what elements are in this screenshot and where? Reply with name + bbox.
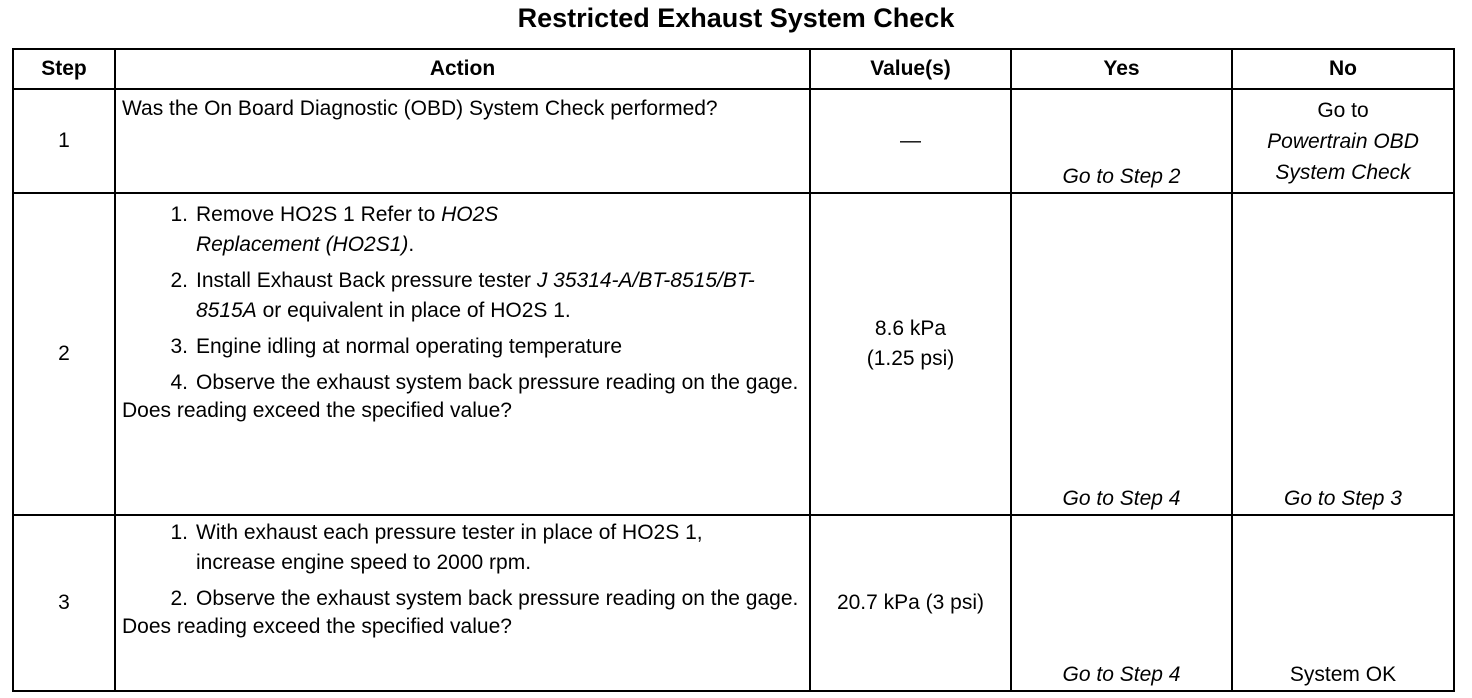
- tool-reference: J 35314-A/BT-8515/BT-8515A: [196, 269, 755, 322]
- yes-cell: Go to Step 4: [1011, 193, 1232, 515]
- no-text-line2: Powertrain OBD System Check: [1267, 130, 1419, 184]
- value-cell: —: [810, 89, 1011, 193]
- question-text: Does reading exceed the specified value?: [122, 399, 512, 422]
- list-item: 3. Engine idling at normal operating temperature: [170, 335, 623, 358]
- header-value: Value(s): [810, 49, 1011, 89]
- list-item: 4. Observe the exhaust system back pressure reading on the gage.: [170, 371, 799, 394]
- yes-cell: Go to Step 2: [1011, 89, 1232, 193]
- question-text: Was the On Board Diagnostic (OBD) System Check performed?: [122, 97, 718, 120]
- action-cell: [115, 193, 810, 515]
- table-row: [13, 89, 1454, 193]
- value-cell: 8.6 kPa (1.25 psi): [810, 193, 1011, 515]
- list-item: 1. Remove HO2S 1 Refer to HO2S Replacement (HO2S1).: [170, 203, 499, 256]
- yes-cell: Go to Step 4: [1011, 515, 1232, 691]
- header-yes: Yes: [1011, 49, 1232, 89]
- step-number: 2: [13, 193, 115, 515]
- action-cell: [115, 515, 810, 691]
- no-text-line1: Go to: [1317, 99, 1369, 122]
- step-number: 1: [13, 89, 115, 193]
- list-item: 2. Observe the exhaust system back pressure reading on the gage.: [170, 587, 799, 610]
- action-cell: [115, 89, 810, 193]
- step-number: 3: [13, 515, 115, 691]
- action-steps: [122, 200, 805, 398]
- no-cell: [1232, 89, 1454, 193]
- table-row: [13, 193, 1454, 515]
- header-no: No: [1232, 49, 1454, 89]
- list-item: 1. With exhaust each pressure tester in place of HO2S 1, increase engine speed to 2000 rpm.: [170, 521, 703, 574]
- no-cell: Go to Step 3: [1232, 193, 1454, 515]
- header-action: Action: [115, 49, 810, 89]
- action-steps: [122, 518, 805, 614]
- table-row: [13, 515, 1454, 691]
- no-cell: System OK: [1232, 515, 1454, 691]
- page-title: Restricted Exhaust System Check: [517, 3, 955, 33]
- question-text: Does reading exceed the specified value?: [122, 615, 512, 638]
- header-row: [13, 49, 1454, 89]
- header-step: Step: [13, 49, 115, 89]
- reference-link: HO2S Replacement (HO2S1): [196, 203, 499, 256]
- list-item: 2. Install Exhaust Back pressure tester J 35314-A/BT-8515/BT-8515A or equivalent in place of HO2S 1.: [170, 269, 755, 322]
- diagnostic-table: [12, 48, 1455, 692]
- value-cell: 20.7 kPa (3 psi): [810, 515, 1011, 691]
